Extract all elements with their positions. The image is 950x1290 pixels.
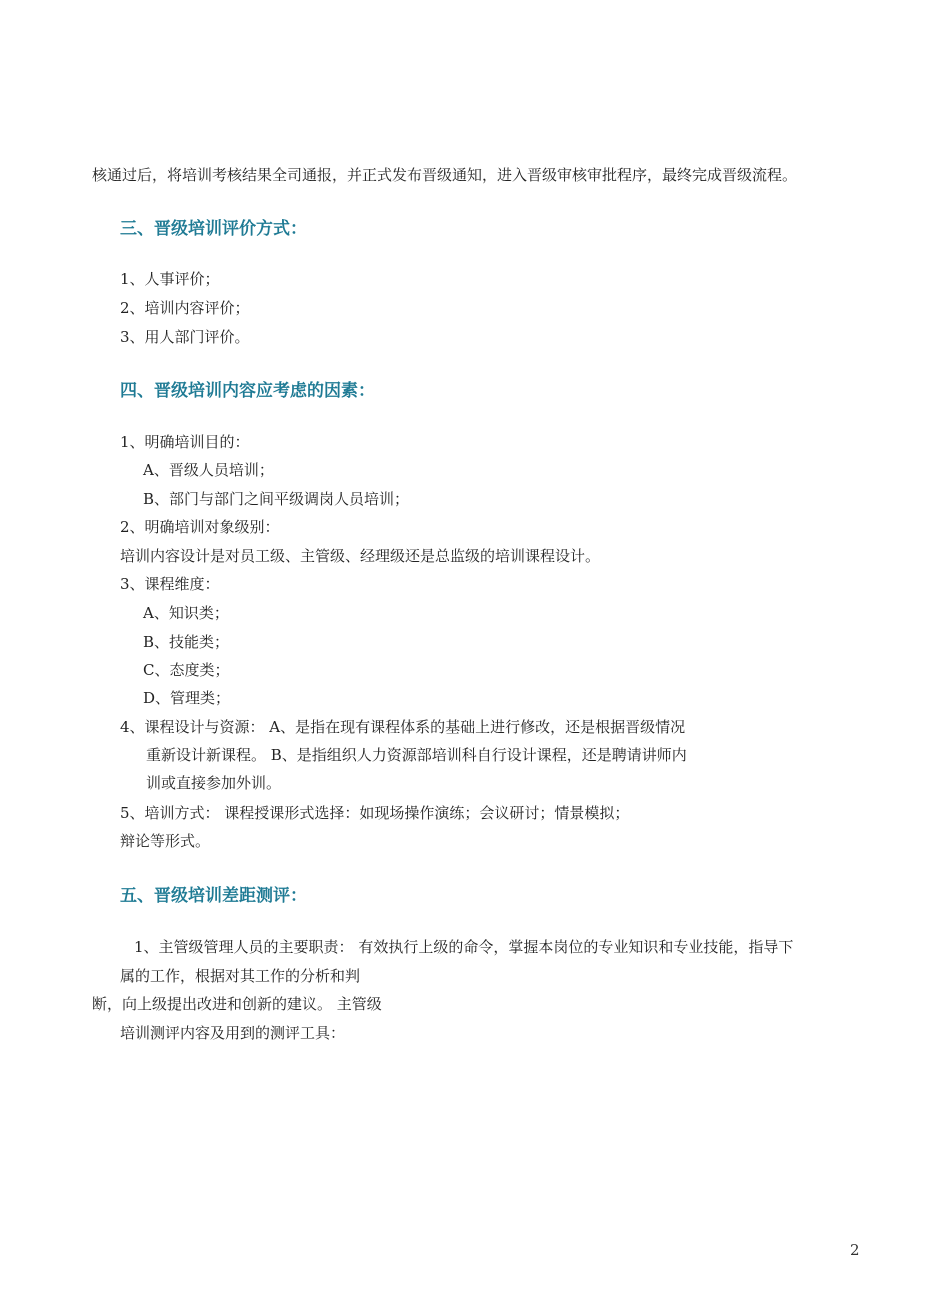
- section-3-item-2: 2、培训内容评价；: [120, 299, 250, 317]
- section-4-item-4-line-3: 训或直接参加外训。: [146, 774, 282, 792]
- section-4-item-3-d: D、管理类；: [143, 689, 231, 707]
- section-5-line-3: 断，向上级提出改进和创新的建议。 主管级: [92, 995, 382, 1013]
- section-5-line-2: 属的工作，根据对其工作的分析和判: [120, 967, 361, 985]
- section-4-item-4-line-2: 重新设计新课程。 B、是指组织人力资源部培训科自行设计课程，还是聘请讲师内: [146, 746, 687, 764]
- section-4-heading: 四、晋级培训内容应考虑的因素：: [120, 381, 375, 401]
- section-4-item-1-a: A、晋级人员培训；: [143, 461, 274, 479]
- intro-paragraph: 核通过后，将培训考核结果全司通报，并正式发布晋级通知，进入晋级审核审批程序，最终完成晋级流程。: [92, 166, 798, 184]
- section-3-item-3: 3、用人部门评价。: [120, 328, 250, 346]
- section-4-item-5-line-2: 辩论等形式。: [120, 832, 211, 850]
- section-4-item-1-b: B、部门与部门之间平级调岗人员培训；: [143, 490, 410, 508]
- section-3-item-1: 1、人事评价；: [120, 270, 220, 288]
- section-4-item-2-desc: 培训内容设计是对员工级、主管级、经理级还是总监级的培训课程设计。: [120, 547, 601, 565]
- section-4-item-5-line-1: 5、培训方式： 课程授课形式选择：如现场操作演练；会议研讨；情景模拟；: [120, 804, 630, 822]
- section-5-line-1: 1、主管级管理人员的主要职责： 有效执行上级的命令，掌握本岗位的专业知识和专业技能，指导下: [134, 938, 794, 956]
- section-4-item-3-b: B、技能类；: [143, 633, 230, 651]
- section-3-heading: 三、晋级培训评价方式：: [120, 219, 307, 239]
- section-4-item-4-line-1: 4、课程设计与资源： A、是指在现有课程体系的基础上进行修改，还是根据晋级情况: [120, 718, 686, 736]
- section-4-item-3-c: C、态度类；: [143, 661, 230, 679]
- section-5-line-4: 培训测评内容及用到的测评工具：: [120, 1024, 346, 1042]
- page-number: 2: [850, 1241, 860, 1259]
- section-4-item-3-a: A、知识类；: [143, 604, 229, 622]
- section-4-item-2: 2、明确培训对象级别：: [120, 518, 280, 536]
- section-5-heading: 五、晋级培训差距测评：: [120, 886, 307, 906]
- section-4-item-1: 1、明确培训目的：: [120, 433, 250, 451]
- section-4-item-3: 3、课程维度：: [120, 575, 220, 593]
